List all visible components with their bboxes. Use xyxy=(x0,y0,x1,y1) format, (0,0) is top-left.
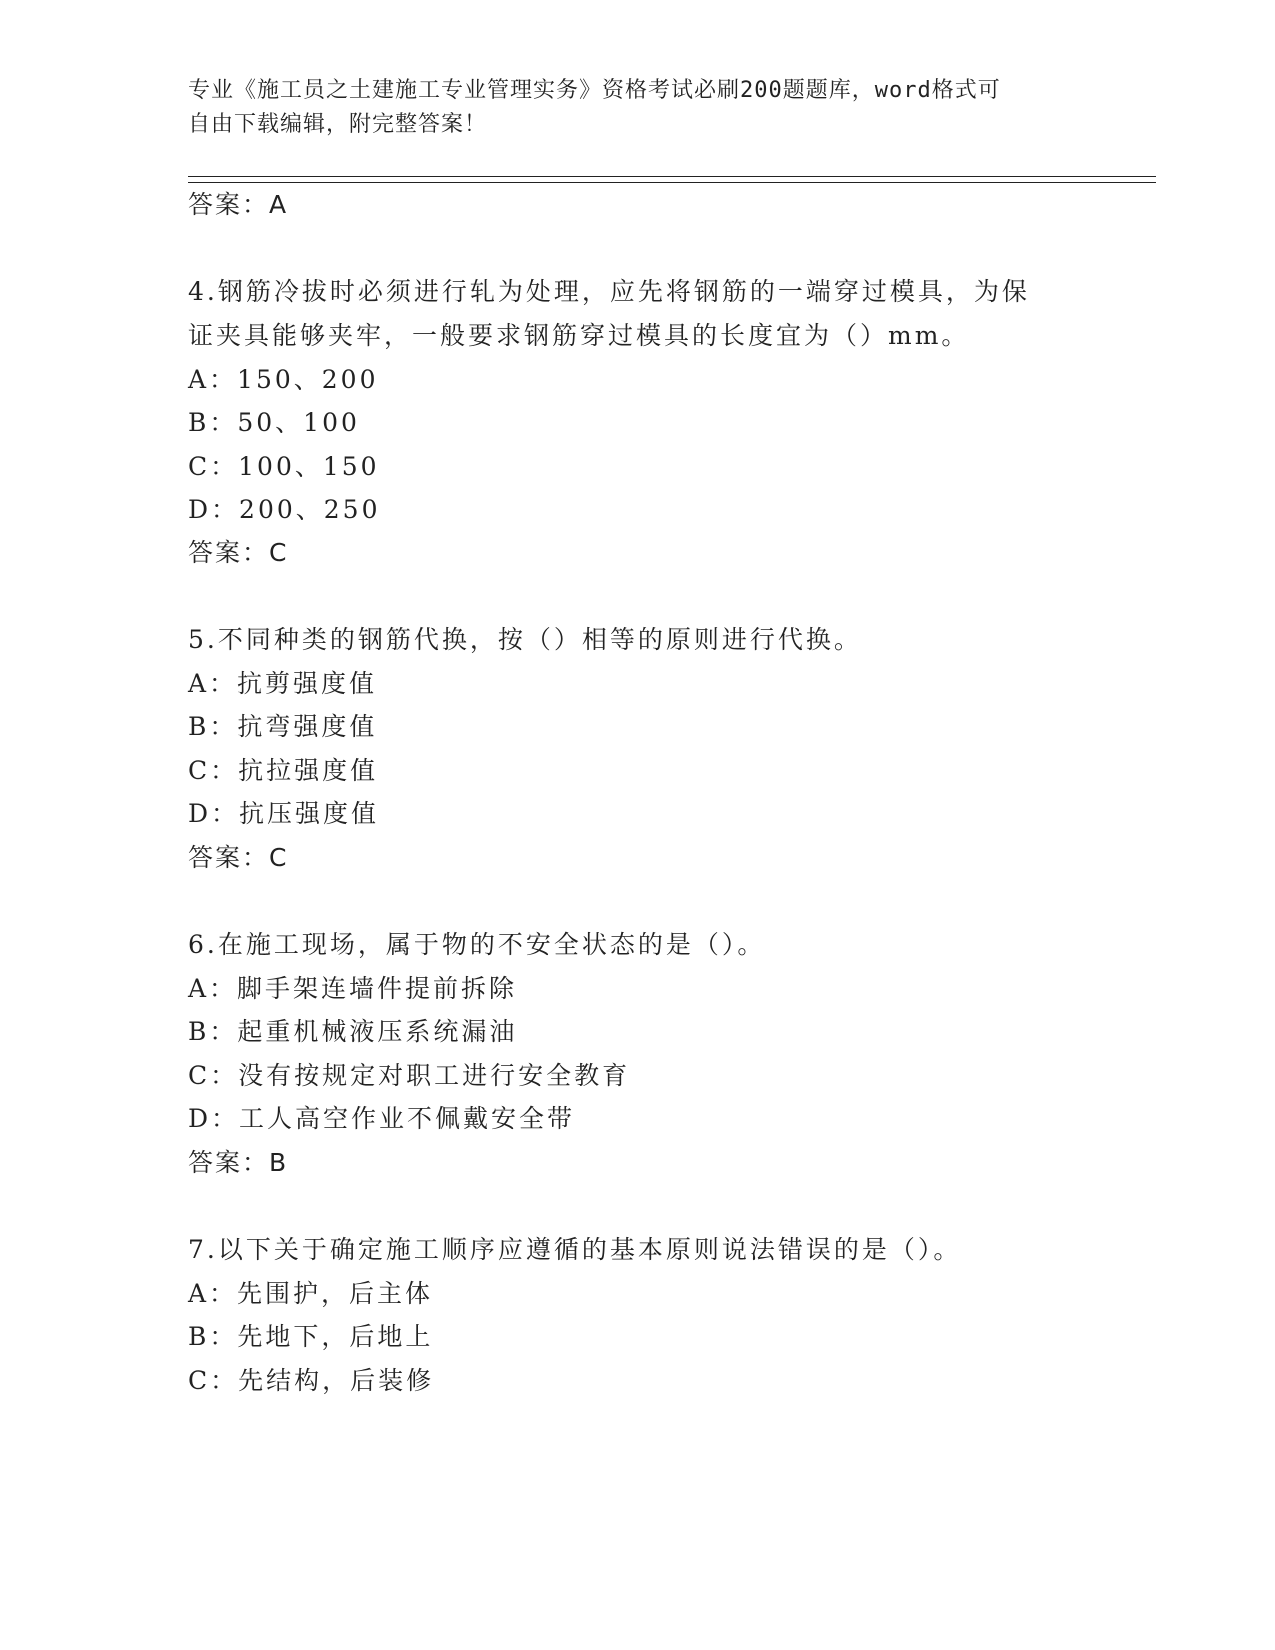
question-6-option-d: D：工人高空作业不佩戴安全带 xyxy=(188,1104,576,1133)
question-5-option-c: C：抗拉强度值 xyxy=(188,756,379,785)
question-6-option-b: B：起重机械液压系统漏油 xyxy=(188,1017,518,1046)
question-4-option-c: C：100、150 xyxy=(188,452,380,481)
header-line-2: 自由下载编辑，附完整答案！ xyxy=(188,112,488,137)
question-5-option-d: D：抗压强度值 xyxy=(188,799,380,828)
question-4-stem-line-1: 4.钢筋冷拔时必须进行轧为处理，应先将钢筋的一端穿过模具，为保 xyxy=(188,277,1030,306)
question-4-option-a: A：150、200 xyxy=(188,365,379,394)
header-divider-top xyxy=(188,176,1156,177)
question-7-option-c: C：先结构，后装修 xyxy=(188,1366,435,1395)
question-7-stem: 7.以下关于确定施工顺序应遵循的基本原则说法错误的是（）。 xyxy=(188,1235,962,1264)
question-6-option-a: A：脚手架连墙件提前拆除 xyxy=(188,974,518,1003)
question-4-option-b: B：50、100 xyxy=(188,408,360,437)
document-header xyxy=(188,74,1068,142)
question-5-option-a: A：抗剪强度值 xyxy=(188,669,378,698)
question-6-stem: 6.在施工现场，属于物的不安全状态的是（）。 xyxy=(188,930,766,959)
question-6-answer: 答案：B xyxy=(188,1148,289,1177)
question-4-option-d: D：200、250 xyxy=(188,495,381,524)
question-5-answer: 答案：C xyxy=(188,843,289,872)
question-7-option-b: B：先地下，后地上 xyxy=(188,1322,434,1351)
question-6-option-c: C：没有按规定对职工进行安全教育 xyxy=(188,1061,631,1090)
question-7-option-a: A：先围护，后主体 xyxy=(188,1279,434,1308)
question-4-answer: 答案：C xyxy=(188,538,289,567)
question-5-stem: 5.不同种类的钢筋代换，按（）相等的原则进行代换。 xyxy=(188,625,862,654)
answer-line: 答案：A xyxy=(188,190,289,219)
header-line-1: 专业《施工员之土建施工专业管理实务》资格考试必刷200题题库，word格式可 xyxy=(188,78,1001,103)
question-4-stem-line-2: 证夹具能够夹牢，一般要求钢筋穿过模具的长度宜为（）mm。 xyxy=(188,321,970,350)
question-5-option-b: B：抗弯强度值 xyxy=(188,712,378,741)
header-divider-bottom xyxy=(188,182,1156,183)
